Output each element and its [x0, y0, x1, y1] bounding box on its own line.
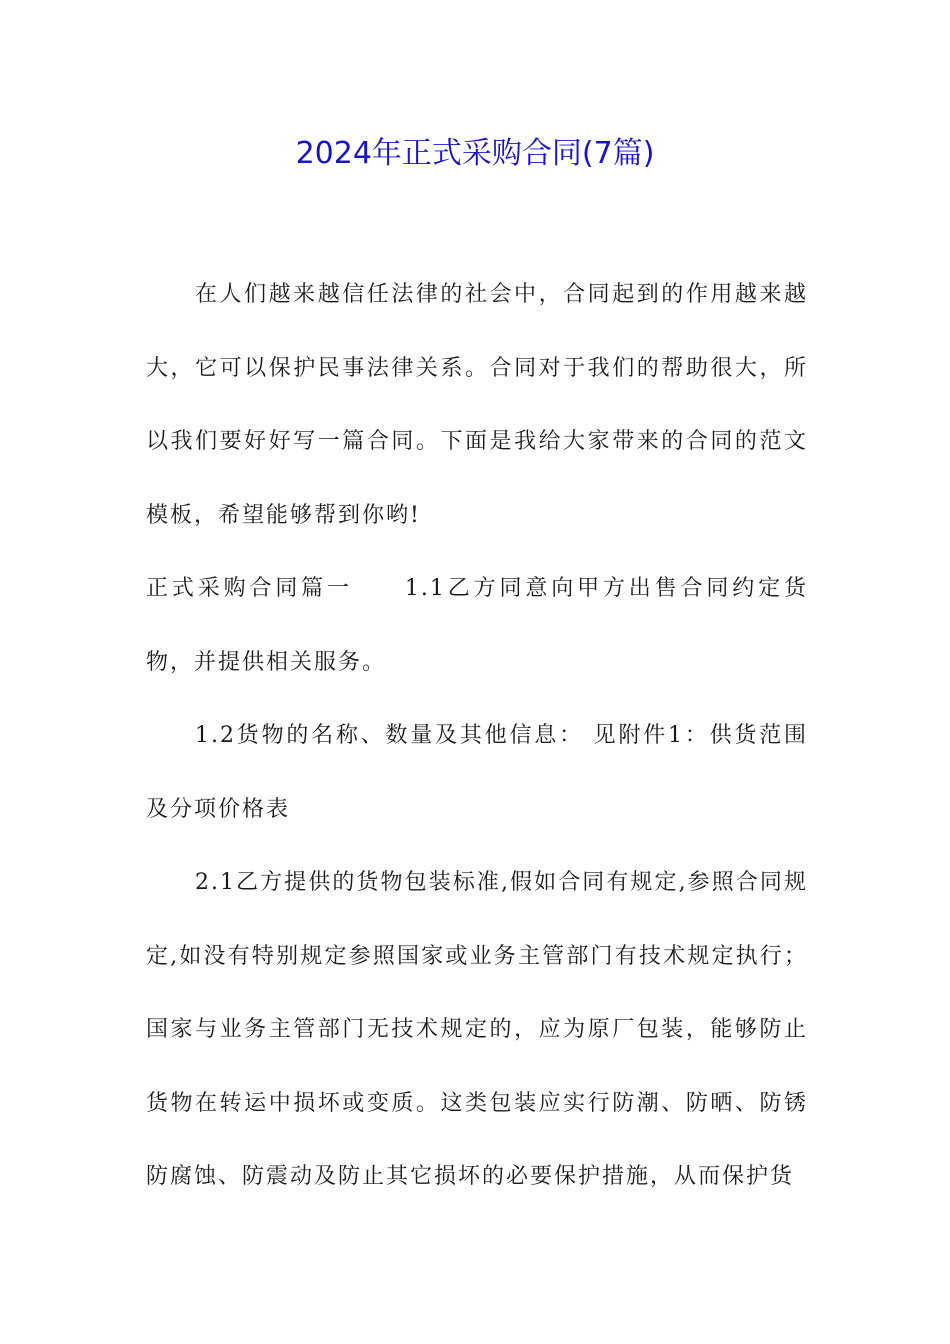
clause-1-1-text: 1.1乙方同意向甲方出售合同约定货物，并提供相关服务。: [146, 576, 808, 675]
section-1-paragraph: [146, 552, 808, 699]
intro-paragraph: 在人们越来越信任法律的社会中，合同起到的作用越来越大，它可以保护民事法律关系。合同对于我们的帮助很大，所以我们要好好写一篇合同。下面是我给大家带来的合同的范文模板，希望能够帮到你哟!: [146, 282, 808, 528]
clause-1-2-paragraph: 1.2货物的名称、数量及其他信息： 见附件1：供货范围及分项价格表: [146, 723, 808, 822]
document-title: 2024年正式采购合同(7篇): [295, 136, 655, 171]
section-1-heading: 正式采购合同篇一: [146, 576, 353, 601]
clause-2-1-paragraph: 2.1乙方提供的货物包装标准,假如合同有规定,参照合同规定,如没有特别规定参照国家或业务主管部门有技术规定执行；国家与业务主管部门无技术规定的，应为原厂包装，能够防止货物在转运中损坏或变质。这类包装应实行防潮、防晒、防锈防腐蚀、防震动及防止其它损坏的必要保护措施，从而保护货: [146, 870, 808, 1189]
document-body: [146, 258, 808, 1214]
